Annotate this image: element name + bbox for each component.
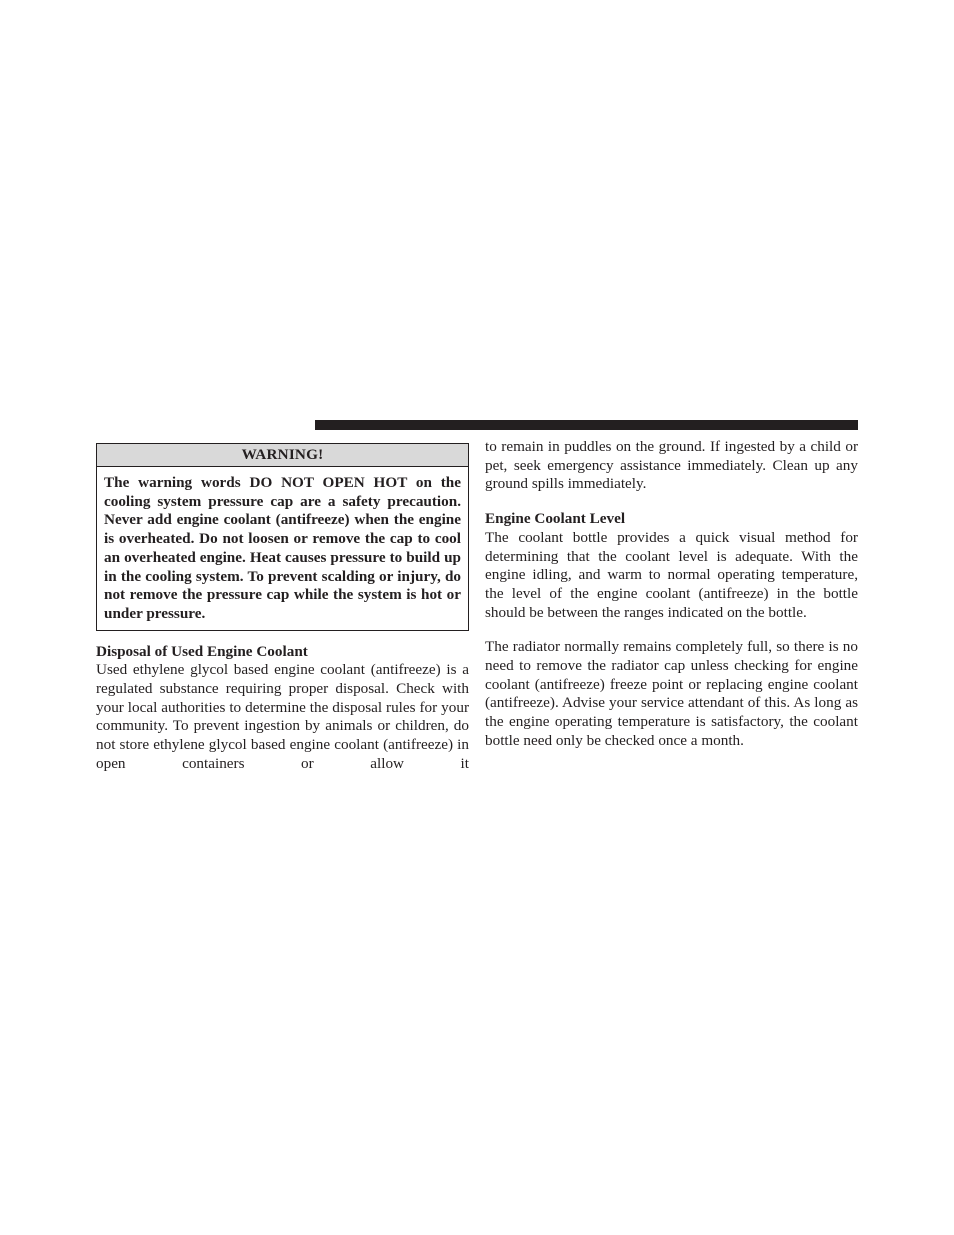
disposal-heading: Disposal of Used Engine Coolant [96, 642, 308, 660]
warning-box [96, 443, 469, 631]
disposal-paragraph: Used ethylene glycol based engine coolant (antifreeze) is a regulated substance requiring proper disposal. Check with your local authorities to determine the disposal rules for your community. To prevent ingestion by animals or children, do not store ethylene glycol based engine coolant (antifreeze) in open containers or allow it [96, 661, 469, 772]
radiator-paragraph: The radiator normally remains completely full, so there is no need to remove the radiator cap unless checking for engine coolant (antifreeze) freeze point or replacing engine coolant (antifreeze). Advise your service attendant of this. As long as the engine operating temperature is satisfactory, the coolant bottle need only be checked once a month. [485, 638, 858, 749]
warning-text: The warning words DO NOT OPEN HOT on the cooling system pressure cap are a safety precaution. Never add engine coolant (antifreeze) when the engine is overheated. Do not loosen or remove the cap to cool an overheated engine. Heat causes pressure to build up in the cooling system. To prevent scalding or injury, do not remove the pressure cap while the system is hot or under pressure. [104, 474, 461, 622]
right-column [485, 438, 858, 751]
coolant-level-heading: Engine Coolant Level [485, 510, 626, 528]
warning-title: WARNING! [97, 444, 468, 467]
coolant-level-paragraph: The coolant bottle provides a quick visual method for determining that the coolant level is adequate. With the engine idling, and warm to normal operating temperature, the level of the engine coolant (antifreeze) in the bottle should be between the ranges indicated on the bottle. [485, 528, 858, 621]
disposal-paragraph-continued: to remain in puddles on the ground. If ingested by a child or pet, seek emergency assistance immediately. Clean up any ground spills immediately. [485, 438, 858, 493]
left-column [96, 443, 469, 774]
section-rule [315, 420, 858, 430]
